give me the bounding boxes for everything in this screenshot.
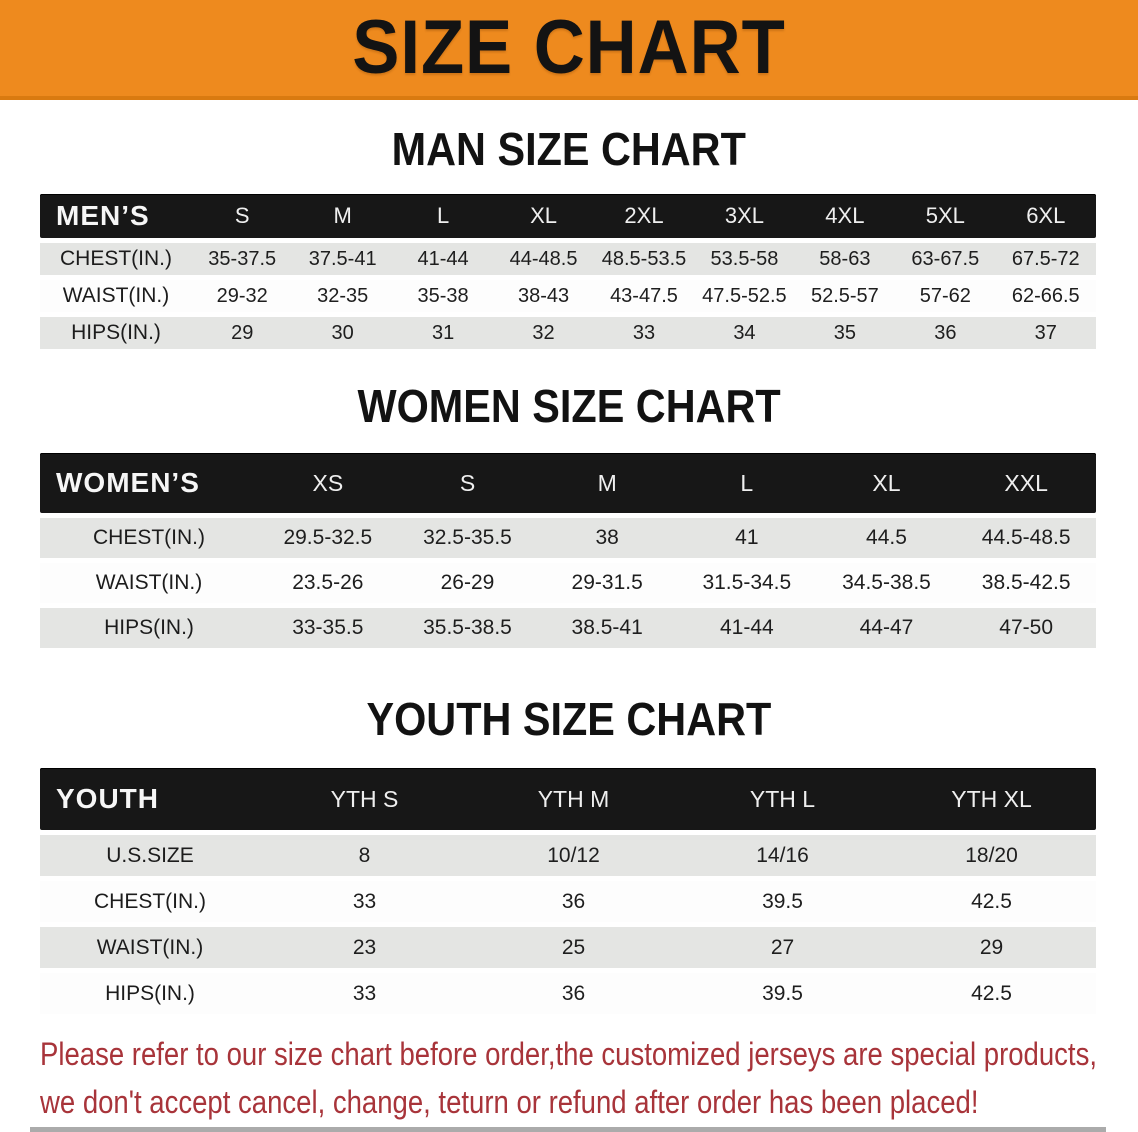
size-value-cell: 57-62: [919, 284, 971, 307]
size-value-cell: 29: [979, 935, 1004, 959]
row-label: WAIST(IN.): [95, 571, 203, 594]
size-column-header: XL: [530, 203, 557, 228]
size-value-cell: 63-67.5: [911, 247, 980, 270]
size-column-header: 4XL: [825, 203, 865, 228]
size-column-header: 2XL: [624, 203, 664, 228]
table-header-label: YOUTH: [56, 783, 159, 814]
size-value-cell: 44.5-48.5: [981, 526, 1071, 549]
size-value-cell: 31: [431, 321, 455, 344]
size-value-cell: 67.5-72: [1011, 247, 1080, 270]
size-value-cell: 43-47.5: [610, 284, 678, 307]
size-value-cell: 44-48.5: [509, 247, 578, 270]
size-value-cell: 33: [632, 321, 656, 344]
table-header-row: [40, 768, 1096, 830]
size-column-header: M: [333, 203, 352, 228]
size-value-cell: 62-66.5: [1011, 284, 1080, 307]
size-column-header: 3XL: [724, 203, 765, 228]
table-row: [40, 280, 1096, 312]
disclaimer-line-1: Please refer to our size chart before order,the customized jerseys are special products,: [40, 1036, 1097, 1072]
size-value-cell: 41-44: [417, 247, 469, 270]
size-column-header: YTH XL: [951, 785, 1032, 812]
youth-heading-text: YOUTH SIZE CHART: [366, 693, 772, 745]
size-value-cell: 26-29: [440, 571, 495, 594]
size-value-cell: 36: [934, 321, 957, 344]
size-value-cell: 52.5-57: [810, 284, 879, 307]
size-column-header: L: [436, 203, 450, 228]
bottom-divider: [30, 1127, 1106, 1132]
row-label: CHEST(IN.): [93, 526, 205, 549]
banner: [0, 0, 1138, 100]
size-value-cell: 35: [833, 321, 856, 344]
size-value-cell: 31.5-34.5: [702, 571, 792, 594]
size-value-cell: 42.5: [971, 981, 1012, 1005]
row-label: CHEST(IN.): [94, 889, 206, 913]
size-value-cell: 35-38: [417, 284, 469, 307]
size-value-cell: 29: [231, 321, 254, 344]
size-value-cell: 8: [358, 843, 371, 867]
row-label: HIPS(IN.): [105, 981, 195, 1005]
size-column-header: YTH S: [330, 785, 399, 812]
size-value-cell: 18/20: [965, 843, 1018, 867]
size-value-cell: 53.5-58: [710, 247, 779, 270]
size-value-cell: 41-44: [719, 616, 774, 639]
size-value-cell: 38-43: [517, 284, 570, 307]
size-column-header: 5XL: [925, 203, 965, 228]
row-label: HIPS(IN.): [71, 321, 161, 344]
size-value-cell: 37.5-41: [308, 247, 377, 270]
table-row: [40, 563, 1096, 603]
size-value-cell: 42.5: [971, 889, 1012, 913]
youth-section-heading: [0, 693, 1138, 745]
womens-heading-text: WOMEN SIZE CHART: [357, 380, 781, 432]
table-row: [40, 518, 1096, 558]
row-label: CHEST(IN.): [60, 247, 172, 270]
size-value-cell: 41: [735, 526, 759, 549]
mens-section-heading: [0, 123, 1138, 175]
size-column-header: L: [740, 469, 754, 496]
table-row: [40, 927, 1096, 968]
size-value-cell: 32-35: [317, 284, 369, 307]
disclaimer-text: [40, 1030, 1138, 1126]
table-header-row: [40, 194, 1096, 238]
size-value-cell: 38: [595, 526, 619, 549]
size-value-cell: 44.5: [866, 526, 907, 549]
size-value-cell: 33: [352, 889, 377, 913]
size-value-cell: 35-37.5: [208, 247, 277, 270]
size-column-header: XXL: [1004, 469, 1048, 496]
size-value-cell: 30: [331, 321, 354, 344]
table-row: [40, 881, 1096, 922]
table-header-label: WOMEN’S: [56, 467, 200, 498]
size-value-cell: 47.5-52.5: [702, 284, 787, 307]
size-value-cell: 38.5-42.5: [981, 571, 1071, 594]
size-value-cell: 39.5: [762, 981, 803, 1005]
size-value-cell: 29.5-32.5: [283, 526, 373, 549]
size-value-cell: 23: [352, 935, 377, 959]
size-value-cell: 37: [1034, 321, 1057, 344]
size-column-header: XL: [872, 469, 901, 496]
size-value-cell: 33-35.5: [292, 616, 364, 639]
size-value-cell: 38.5-41: [571, 616, 643, 639]
table-row: [40, 835, 1096, 876]
row-label: WAIST(IN.): [96, 935, 204, 959]
mens-size-table: [40, 194, 1096, 349]
row-label: HIPS(IN.): [104, 616, 194, 639]
size-column-header: S: [234, 203, 250, 228]
size-value-cell: 23.5-26: [292, 571, 364, 594]
size-column-header: YTH M: [537, 785, 610, 812]
size-value-cell: 39.5: [762, 889, 803, 913]
size-value-cell: 36: [561, 889, 586, 913]
size-value-cell: 47-50: [999, 616, 1054, 639]
size-value-cell: 29-32: [216, 284, 268, 307]
table-header-row: [40, 453, 1096, 513]
size-value-cell: 48.5-53.5: [601, 247, 687, 270]
size-value-cell: 33: [352, 981, 377, 1005]
size-value-cell: 14/16: [756, 843, 809, 867]
table-row: [40, 608, 1096, 648]
size-value-cell: 36: [561, 981, 586, 1005]
size-value-cell: 27: [770, 935, 795, 959]
womens-section-heading: [0, 380, 1138, 432]
size-value-cell: 34.5-38.5: [842, 571, 931, 594]
size-value-cell: 25: [561, 935, 586, 959]
size-value-cell: 29-31.5: [571, 571, 643, 594]
table-header-label: MEN’S: [56, 200, 150, 231]
table-row: [40, 243, 1096, 275]
size-column-header: 6XL: [1026, 203, 1066, 228]
youth-size-table: [40, 768, 1096, 1014]
banner-title: SIZE CHART: [352, 5, 786, 90]
size-value-cell: 34: [733, 321, 756, 344]
table-row: [40, 317, 1096, 349]
size-value-cell: 32: [532, 321, 555, 344]
size-value-cell: 58-63: [819, 247, 871, 270]
size-value-cell: 35.5-38.5: [423, 616, 512, 639]
womens-size-table: [40, 453, 1096, 648]
row-label: U.S.SIZE: [106, 843, 194, 867]
size-column-header: XS: [312, 469, 344, 496]
disclaimer-line-2: we don't accept cancel, change, teturn or refund after order has been placed!: [40, 1084, 979, 1120]
table-row: [40, 973, 1096, 1014]
size-value-cell: 32.5-35.5: [423, 526, 512, 549]
row-label: WAIST(IN.): [62, 284, 170, 307]
size-column-header: M: [597, 469, 617, 496]
mens-heading-text: MAN SIZE CHART: [391, 123, 747, 175]
size-column-header: S: [459, 469, 476, 496]
size-column-header: YTH L: [749, 785, 816, 812]
size-value-cell: 44-47: [859, 616, 914, 639]
size-value-cell: 10/12: [547, 843, 600, 867]
